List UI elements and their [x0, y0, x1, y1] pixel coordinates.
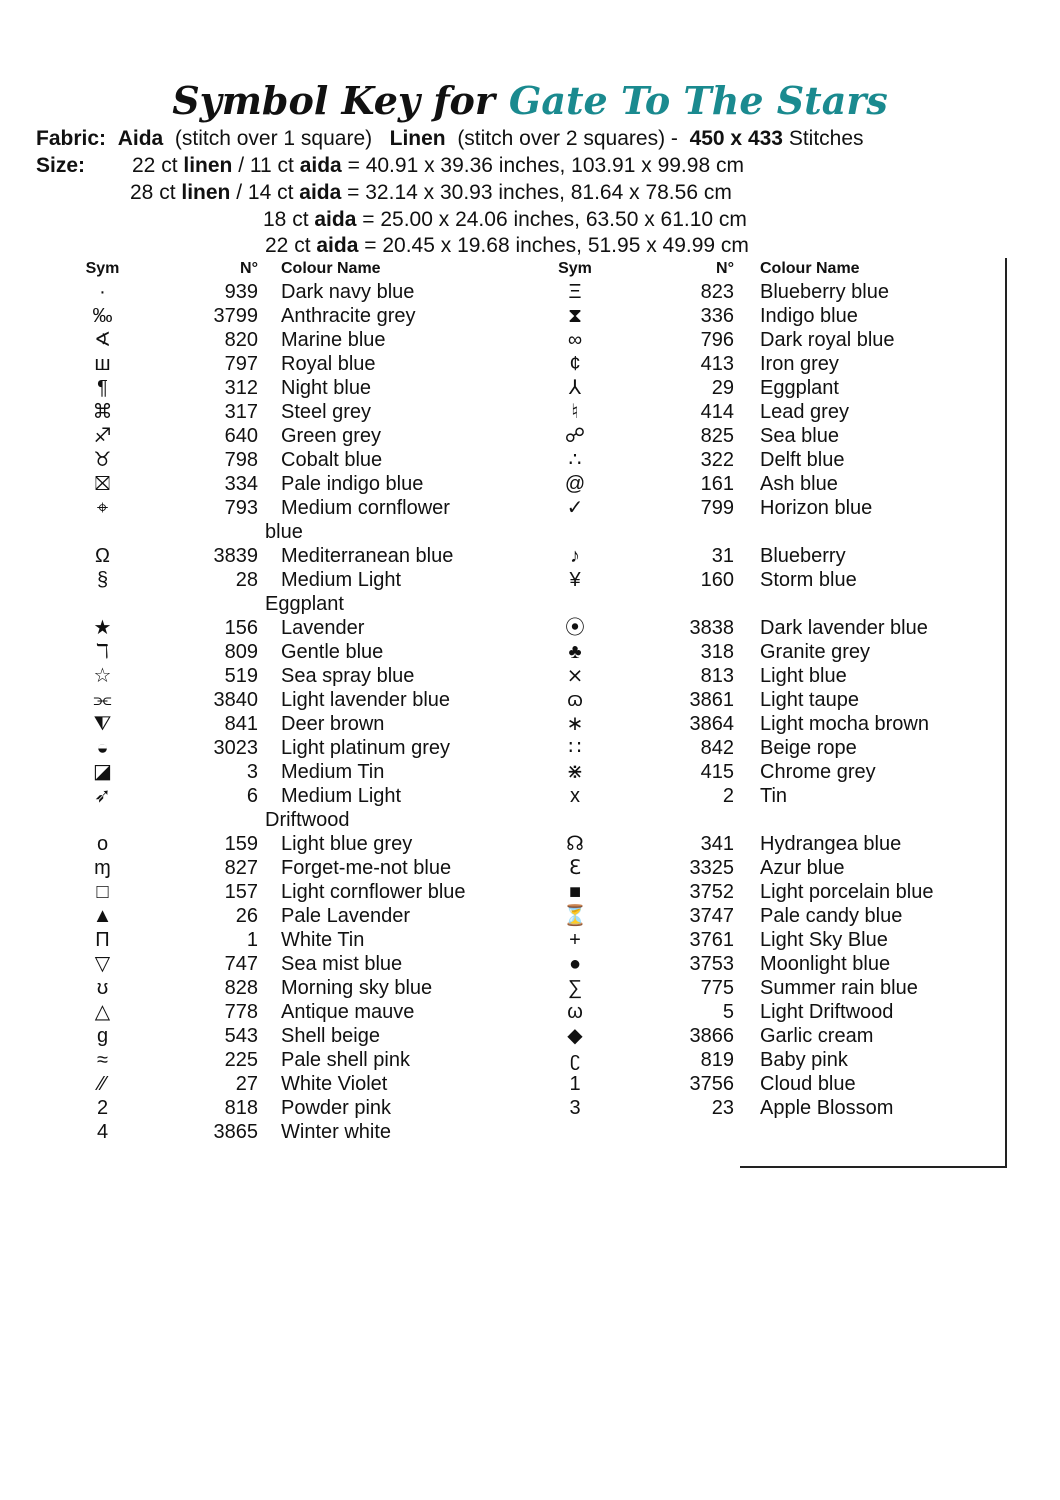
- symbol-row: [60, 880, 500, 904]
- colour-name: Apple Blossom: [760, 1097, 894, 1119]
- colour-name: Light mocha brown: [760, 713, 929, 735]
- symbol-table-left: [60, 258, 500, 1144]
- symbol-glyph: ♪: [570, 545, 580, 567]
- symbol-row: [540, 976, 1000, 1000]
- fabric-line: [36, 125, 864, 152]
- stitch-count: 450 x 433: [689, 127, 783, 150]
- symbol-row: [540, 496, 1000, 544]
- colour-name: Sea mist blue: [281, 953, 403, 975]
- size-label: Size:: [36, 154, 86, 177]
- thread-number: 3865: [213, 1121, 258, 1143]
- thread-number: 799: [700, 497, 734, 519]
- thread-number: 3: [246, 761, 258, 783]
- colour-name: Lavender: [281, 617, 365, 639]
- symbol-row: [60, 1000, 500, 1024]
- colour-name: Tin: [760, 785, 788, 807]
- thread-number: 6: [246, 785, 258, 807]
- symbol-glyph: Π: [95, 929, 110, 951]
- symbol-row: [60, 352, 500, 376]
- thread-number: 1: [246, 929, 258, 951]
- symbol-row: [60, 328, 500, 352]
- symbol-glyph: ⋇: [566, 761, 584, 783]
- colour-name: White Violet: [281, 1073, 388, 1095]
- symbol-row: [60, 640, 500, 664]
- thread-number: 818: [224, 1097, 258, 1119]
- thread-number: 5: [722, 1001, 734, 1023]
- thread-number: 796: [700, 329, 734, 351]
- colour-name: Indigo blue: [760, 305, 858, 327]
- colour-name: Light cornflower blue: [281, 881, 466, 903]
- colour-name: Delft blue: [760, 449, 845, 471]
- symbol-glyph: ⨯: [566, 665, 584, 687]
- symbol-glyph: ▲: [92, 905, 113, 927]
- thread-number: 334: [224, 473, 258, 495]
- colour-name: Ash blue: [760, 473, 838, 495]
- thread-number: 775: [700, 977, 734, 999]
- symbol-glyph: ℸ: [96, 641, 109, 663]
- symbol-glyph: ♣: [568, 641, 582, 663]
- symbol-row: [60, 304, 500, 328]
- thread-number: 3023: [213, 737, 258, 759]
- thread-number: 29: [711, 377, 734, 399]
- thread-number: 28: [235, 569, 258, 591]
- thread-number: 798: [224, 449, 258, 471]
- symbol-row: [60, 568, 500, 616]
- symbol-glyph: ⅄: [568, 377, 582, 399]
- colour-name: Pale shell pink: [281, 1049, 410, 1071]
- symbol-glyph: ♐: [93, 425, 112, 447]
- thread-number: 413: [700, 353, 734, 375]
- colour-name: Light Driftwood: [760, 1001, 894, 1023]
- symbol-row: [540, 784, 1000, 832]
- colour-name: Green grey: [281, 425, 382, 447]
- fabric-aida-note: (stitch over 1 square): [174, 127, 373, 150]
- colour-name: Granite grey: [760, 641, 871, 663]
- symbol-glyph: ■: [568, 881, 582, 903]
- table-header: [60, 258, 500, 280]
- right-border-line: [1005, 258, 1007, 1168]
- symbol-row: [60, 280, 500, 304]
- symbol-row: [60, 496, 500, 544]
- symbol-row: [60, 616, 500, 640]
- symbol-row: [60, 856, 500, 880]
- thread-number: 26: [235, 905, 258, 927]
- symbol-glyph: ⌘: [92, 401, 113, 423]
- symbol-row: [540, 448, 1000, 472]
- symbol-row: [60, 784, 500, 832]
- symbol-glyph: ʗ: [570, 1049, 580, 1071]
- symbol-glyph: ш: [94, 353, 111, 375]
- symbol-glyph: ¶: [97, 377, 108, 399]
- symbol-row: [60, 1048, 500, 1072]
- symbol-glyph: ♉: [93, 449, 112, 471]
- fabric-label: Fabric:: [36, 127, 107, 150]
- symbol-row: [60, 736, 500, 760]
- thread-number: 813: [700, 665, 734, 687]
- symbol-row: [540, 952, 1000, 976]
- symbol-glyph: ‰: [92, 305, 113, 327]
- fabric-linen: Linen: [389, 127, 446, 150]
- thread-number: 3864: [689, 713, 734, 735]
- symbol-row: [540, 1072, 1000, 1096]
- thread-number: 820: [224, 329, 258, 351]
- colour-name: Royal blue: [281, 353, 376, 375]
- symbol-row: [60, 424, 500, 448]
- colour-name: Cloud blue: [760, 1073, 856, 1095]
- symbol-row: [60, 544, 500, 568]
- colour-name: Dark royal blue: [760, 329, 895, 351]
- thread-number: 3753: [689, 953, 734, 975]
- size-line: 22 ct aida = 20.45 x 19.68 inches, 51.95 x 49.99 cm: [265, 234, 749, 257]
- thread-number: 841: [224, 713, 258, 735]
- thread-number: 336: [700, 305, 734, 327]
- symbol-row: [60, 664, 500, 688]
- colour-name: Hydrangea blue: [760, 833, 902, 855]
- symbol-glyph: Ξ: [568, 281, 582, 303]
- symbol-glyph: ☍: [564, 425, 586, 447]
- colour-name-continued: blue: [265, 521, 303, 543]
- symbol-row: [540, 328, 1000, 352]
- symbol-glyph: ¢: [569, 353, 581, 375]
- symbol-glyph: ⫘: [93, 689, 112, 711]
- thread-number: 939: [224, 281, 258, 303]
- colour-name: Light platinum grey: [281, 737, 450, 759]
- fabric-aida: Aida: [117, 127, 164, 150]
- symbol-glyph: ω: [567, 1001, 583, 1023]
- symbol-row: [540, 1048, 1000, 1072]
- symbol-glyph: ◆: [567, 1025, 583, 1047]
- fabric-linen-note: (stitch over 2 squares) -: [457, 127, 678, 150]
- symbol-glyph: ⧗: [567, 305, 583, 327]
- header-num: N°: [240, 260, 258, 277]
- colour-name: Azur blue: [760, 857, 845, 879]
- table-header: [540, 258, 1000, 280]
- colour-name: Anthracite grey: [281, 305, 416, 327]
- pattern-name: Gate To The Stars: [508, 78, 888, 123]
- thread-number: 27: [235, 1073, 258, 1095]
- symbol-glyph: +: [569, 929, 581, 951]
- thread-number: 341: [700, 833, 734, 855]
- colour-name: Winter white: [281, 1121, 392, 1143]
- symbol-row: [60, 712, 500, 736]
- colour-name: Eggplant: [760, 377, 839, 399]
- thread-number: 157: [224, 881, 258, 903]
- symbol-glyph: ☊: [566, 833, 584, 855]
- symbol-row: [60, 448, 500, 472]
- symbol-glyph: 2: [96, 1097, 109, 1119]
- thread-number: 3752: [689, 881, 734, 903]
- thread-number: 3861: [689, 689, 734, 711]
- thread-number: 318: [700, 641, 734, 663]
- symbol-glyph: ➶: [94, 785, 111, 807]
- symbol-glyph: ⧨: [93, 713, 112, 735]
- colour-name: Marine blue: [281, 329, 386, 351]
- page-title: [0, 78, 1060, 124]
- thread-number: 161: [700, 473, 734, 495]
- symbol-glyph: ★: [93, 617, 112, 639]
- symbol-glyph: ⁄⁄: [99, 1073, 106, 1095]
- symbol-glyph: ɷ: [567, 689, 583, 711]
- symbol-glyph: Ω: [95, 545, 110, 567]
- symbol-row: [540, 544, 1000, 568]
- colour-name: Beige rope: [760, 737, 857, 759]
- colour-name: Dark lavender blue: [760, 617, 928, 639]
- symbol-glyph: ɱ: [94, 857, 111, 879]
- thread-number: 825: [700, 425, 734, 447]
- symbol-row: [60, 1096, 500, 1120]
- colour-name: Light taupe: [760, 689, 859, 711]
- symbol-glyph: ◒: [96, 737, 109, 759]
- colour-name: Light blue grey: [281, 833, 413, 855]
- thread-number: 2: [722, 785, 734, 807]
- symbol-glyph: ℇ: [568, 857, 582, 879]
- header-sym: Sym: [558, 260, 592, 277]
- symbol-row: [540, 304, 1000, 328]
- thread-number: 317: [224, 401, 258, 423]
- colour-name: Baby pink: [760, 1049, 848, 1071]
- symbol-glyph: ∑: [567, 977, 583, 999]
- colour-name: White Tin: [281, 929, 365, 951]
- colour-name: Horizon blue: [760, 497, 873, 519]
- symbol-glyph: ♮: [571, 401, 579, 423]
- symbol-row: [540, 1024, 1000, 1048]
- colour-name: Light blue: [760, 665, 847, 687]
- size-line: 28 ct linen / 14 ct aida = 32.14 x 30.93 inches, 81.64 x 78.56 cm: [130, 181, 732, 204]
- thread-number: 225: [224, 1049, 258, 1071]
- thread-number: 160: [700, 569, 734, 591]
- colour-name: Lead grey: [760, 401, 849, 423]
- thread-number: 3747: [689, 905, 734, 927]
- thread-number: 3756: [689, 1073, 734, 1095]
- symbol-row: [540, 880, 1000, 904]
- thread-number: 3761: [689, 929, 734, 951]
- symbol-glyph: ∢: [94, 329, 111, 351]
- thread-number: 3840: [213, 689, 258, 711]
- bottom-border-line: [740, 1166, 1007, 1168]
- colour-name: Sea blue: [760, 425, 839, 447]
- symbol-row: [60, 760, 500, 784]
- symbol-row: [60, 928, 500, 952]
- thread-number: 3839: [213, 545, 258, 567]
- symbol-glyph: §: [96, 569, 109, 591]
- thread-number: 842: [700, 737, 734, 759]
- colour-name: Shell beige: [281, 1025, 380, 1047]
- thread-number: 414: [700, 401, 734, 423]
- symbol-row: [540, 280, 1000, 304]
- thread-number: 519: [224, 665, 258, 687]
- symbol-row: [540, 352, 1000, 376]
- thread-number: 312: [224, 377, 258, 399]
- thread-number: 793: [224, 497, 258, 519]
- symbol-row: [540, 1000, 1000, 1024]
- symbol-glyph: □: [96, 881, 109, 903]
- symbol-row: [540, 1096, 1000, 1120]
- colour-name: Dark navy blue: [281, 281, 415, 303]
- colour-name: Mediterranean blue: [281, 545, 454, 567]
- symbol-glyph: ⛝: [94, 473, 111, 495]
- colour-name: Blueberry blue: [760, 281, 889, 303]
- symbol-row: [60, 904, 500, 928]
- thread-number: 543: [224, 1025, 258, 1047]
- header-num: N°: [716, 260, 734, 277]
- thread-number: 809: [224, 641, 258, 663]
- symbol-glyph: ≈: [97, 1049, 108, 1071]
- symbol-row: [540, 472, 1000, 496]
- colour-name-continued: Driftwood: [265, 809, 350, 831]
- symbol-glyph: ʊ: [96, 977, 109, 999]
- symbol-row: [60, 832, 500, 856]
- symbol-glyph: ∞: [567, 329, 583, 351]
- thread-number: 415: [700, 761, 734, 783]
- thread-number: 322: [700, 449, 734, 471]
- symbol-row: [60, 688, 500, 712]
- symbol-glyph: ∴: [568, 449, 582, 471]
- colour-name: Storm blue: [760, 569, 857, 591]
- symbol-row: [540, 712, 1000, 736]
- symbol-row: [60, 976, 500, 1000]
- colour-name: Garlic cream: [760, 1025, 874, 1047]
- symbol-glyph: ∷: [568, 737, 582, 759]
- title-prefix: Symbol Key for: [172, 78, 495, 123]
- symbol-row: [540, 664, 1000, 688]
- symbol-glyph: △: [94, 1001, 111, 1023]
- symbol-row: [540, 928, 1000, 952]
- symbol-row: [60, 952, 500, 976]
- symbol-row: [540, 376, 1000, 400]
- symbol-row: [60, 1120, 500, 1144]
- thread-number: 747: [224, 953, 258, 975]
- thread-number: 23: [711, 1097, 734, 1119]
- size-line: 18 ct aida = 25.00 x 24.06 inches, 63.50 x 61.10 cm: [263, 208, 747, 231]
- rows-right: [540, 280, 1000, 1120]
- header-sym: Sym: [85, 260, 120, 277]
- symbol-glyph: ¥: [569, 569, 581, 591]
- colour-name: Chrome grey: [760, 761, 876, 783]
- colour-name: Night blue: [281, 377, 372, 399]
- thread-number: 31: [711, 545, 734, 567]
- symbol-row: [540, 856, 1000, 880]
- thread-number: 3799: [213, 305, 258, 327]
- symbol-glyph: ●: [568, 953, 582, 975]
- symbol-row: [540, 736, 1000, 760]
- symbol-glyph: @: [564, 473, 586, 495]
- symbol-row: [60, 376, 500, 400]
- symbol-glyph: ⦿: [565, 617, 585, 639]
- colour-name: Deer brown: [281, 713, 385, 735]
- colour-name: Antique mauve: [281, 1001, 415, 1023]
- thread-number: 823: [700, 281, 734, 303]
- colour-name: Steel grey: [281, 401, 372, 423]
- colour-name: Gentle blue: [281, 641, 384, 663]
- symbol-row: [540, 760, 1000, 784]
- symbol-row: [60, 1072, 500, 1096]
- symbol-glyph: 1: [569, 1073, 581, 1095]
- thread-number: 819: [700, 1049, 734, 1071]
- symbol-glyph: ▽: [94, 953, 111, 975]
- thread-number: 3325: [689, 857, 734, 879]
- colour-name: Blueberry: [760, 545, 846, 567]
- header-name: Colour Name: [281, 260, 381, 277]
- colour-name: Summer rain blue: [760, 977, 918, 999]
- colour-name: Moonlight blue: [760, 953, 891, 975]
- symbol-glyph: ·: [99, 281, 106, 303]
- symbol-row: [540, 400, 1000, 424]
- symbol-glyph: ☆: [93, 665, 112, 687]
- colour-name: Morning sky blue: [281, 977, 433, 999]
- symbol-glyph: g: [96, 1025, 109, 1047]
- symbol-row: [60, 400, 500, 424]
- symbol-glyph: o: [96, 833, 109, 855]
- thread-number: 827: [224, 857, 258, 879]
- colour-name: Cobalt blue: [281, 449, 383, 471]
- size-line: 22 ct linen / 11 ct aida = 40.91 x 39.36 inches, 103.91 x 99.98 cm: [132, 154, 744, 177]
- colour-name: Forget-me-not blue: [281, 857, 452, 879]
- colour-name: Powder pink: [281, 1097, 392, 1119]
- thread-number: 778: [224, 1001, 258, 1023]
- colour-name: Medium Tin: [281, 761, 385, 783]
- symbol-row: [540, 616, 1000, 640]
- colour-name: Medium Light: [281, 569, 402, 591]
- header-name: Colour Name: [760, 260, 860, 277]
- colour-name: Iron grey: [760, 353, 839, 375]
- symbol-row: [60, 1024, 500, 1048]
- symbol-glyph: ⏳: [562, 905, 588, 927]
- symbol-glyph: ⌖: [96, 497, 109, 519]
- colour-name: Pale indigo blue: [281, 473, 424, 495]
- symbol-glyph: x: [570, 785, 580, 807]
- symbol-row: [540, 688, 1000, 712]
- thread-number: 3838: [689, 617, 734, 639]
- colour-name: Medium cornflower: [281, 497, 450, 519]
- thread-number: 156: [224, 617, 258, 639]
- symbol-row: [540, 424, 1000, 448]
- colour-name: Light porcelain blue: [760, 881, 934, 903]
- colour-name: Sea spray blue: [281, 665, 415, 687]
- symbol-glyph: ∗: [566, 713, 584, 735]
- symbol-glyph: 3: [569, 1097, 581, 1119]
- symbol-row: [540, 832, 1000, 856]
- thread-number: 3866: [689, 1025, 734, 1047]
- colour-name: Medium Light: [281, 785, 402, 807]
- colour-name: Light Sky Blue: [760, 929, 888, 951]
- symbol-row: [540, 904, 1000, 928]
- thread-number: 797: [224, 353, 258, 375]
- symbol-glyph: ✓: [566, 497, 584, 519]
- symbol-table-right: [540, 258, 1000, 1120]
- colour-name: Pale candy blue: [760, 905, 903, 927]
- thread-number: 640: [224, 425, 258, 447]
- colour-name-continued: Eggplant: [265, 593, 344, 615]
- symbol-row: [540, 640, 1000, 664]
- thread-number: 159: [224, 833, 258, 855]
- symbol-row: [60, 472, 500, 496]
- symbol-glyph: 4: [96, 1121, 109, 1143]
- symbol-glyph: ◪: [93, 761, 112, 783]
- colour-name: Light lavender blue: [281, 689, 451, 711]
- colour-name: Pale Lavender: [281, 905, 410, 927]
- rows-left: [60, 280, 500, 1144]
- stitches-word: Stitches: [788, 127, 864, 150]
- thread-number: 828: [224, 977, 258, 999]
- symbol-row: [540, 568, 1000, 616]
